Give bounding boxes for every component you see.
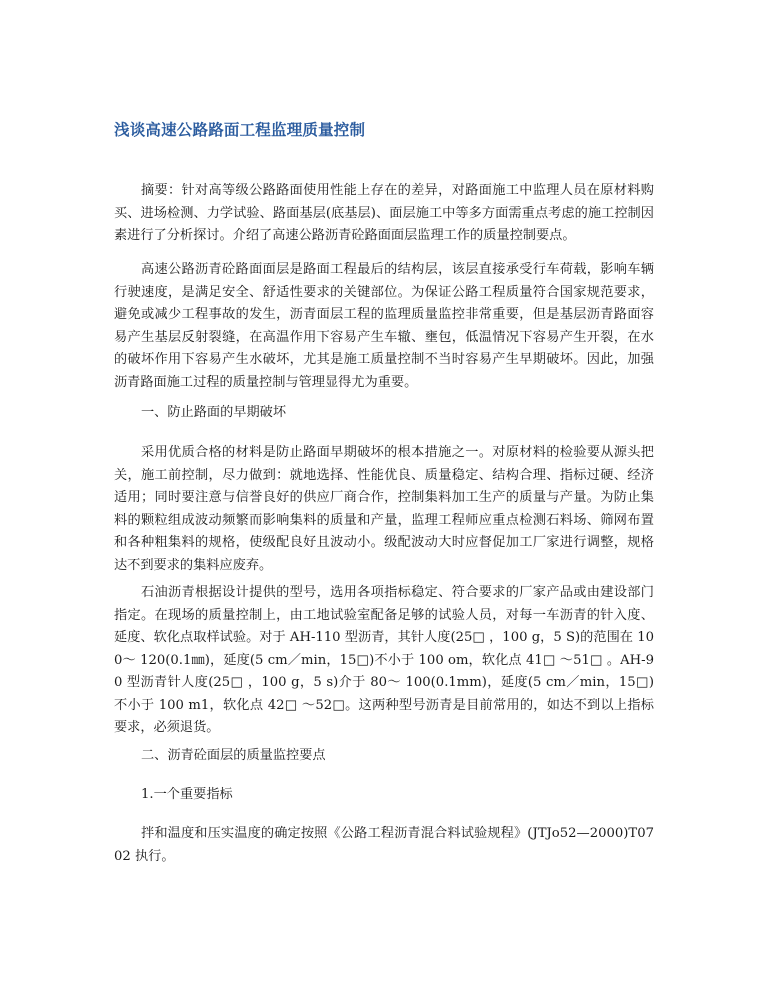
section-2-subheading-1: 1.一个重要指标 [141, 787, 233, 802]
section-1-paragraph-1: 采用优质合格的材料是防止路面早期破坏的根本措施之一。对原材料的检验要从源头把关，施工前控制，尽力做到：就地选择、性能优良、质量稳定、结构合理、指标过硬、经济 适用；同时要注意与信誉良好的供应厂商合作，控制集料加工生产的质量与产量。为防止集料的颗粒组成波动频繁而影响集料的质量和产量，监理工程师应重点检测石料场、筛网布置和各种粗集料的规格，使级配良好且波动小。级配波动大时应督促加工厂家进行调整，规格达不到要求的集料应废弃。 [114, 445, 654, 573]
abstract-paragraph: 摘要：针对高等级公路路面使用性能上存在的差异，对路面施工中监理人员在原材料购买、进场检测、力学试验、路面基层(底基层)、面层施工中等多方面需重点考虑的施工控制因素进行了分析探讨。介绍了高速公路沥青砼路面面层监理工作的质量控制要点。 [114, 183, 654, 243]
section-2-paragraph-1: 拌和温度和压实温度的确定按照《公路工程沥青混合料试验规程》(JTJo52—2000)T0702 执行。 [114, 826, 654, 864]
section-2-heading: 二、沥青砼面层的质量监控要点 [141, 748, 326, 763]
section-1-paragraph-2: 石油沥青根据设计提供的型号，选用各项指标稳定、符合要求的厂家产品或由建设部门指定。在现场的质量控制上，由工地试验室配备足够的试验人员，对每一车沥青的针入度、延度、软化点取样试验。对于 AH-110 型沥青，其针人度(25□ ，100 g，5 S)的范围在 100～ 120(0.1㎜)，延度(5 cm／min，15□)不小于 100 om，软化点 41□ ～51□ 。AH-90 型沥青针人度(25□ ，100 g，5 s)介于 80～ 100(0.1mm)，延度(5 cm／min，15□)不小于 100 m1，软化点 42□ ～52□。这两种型号沥青是目前常用的，如达不到以上指标要求，必须退货。 [114, 585, 654, 735]
document-title: 浅谈高速公路路面工程监理质量控制 [114, 120, 366, 139]
section-1-heading: 一、防止路面的早期破坏 [141, 405, 287, 420]
intro-paragraph: 高速公路沥青砼路面面层是路面工程最后的结构层，该层直接承受行车荷载，影响车辆行驶速度，是满足安全、舒适性要求的关键部位。为保证公路工程质量符合国家规范要求，避免或减少工程事故的发生，沥青面层工程的监理质量监控非常重要，但是基层沥青路面容易产生基层反射裂缝，在高温作用下容易产生车辙、壅包，低温情况下容易产生开裂，在水的破坏作用下容易产生水破坏，尤其是施工质量控制不当时容易产生早期破坏。因此，加强沥青路面施工过程的质量控制与管理显得尤为重要。 [114, 262, 654, 390]
